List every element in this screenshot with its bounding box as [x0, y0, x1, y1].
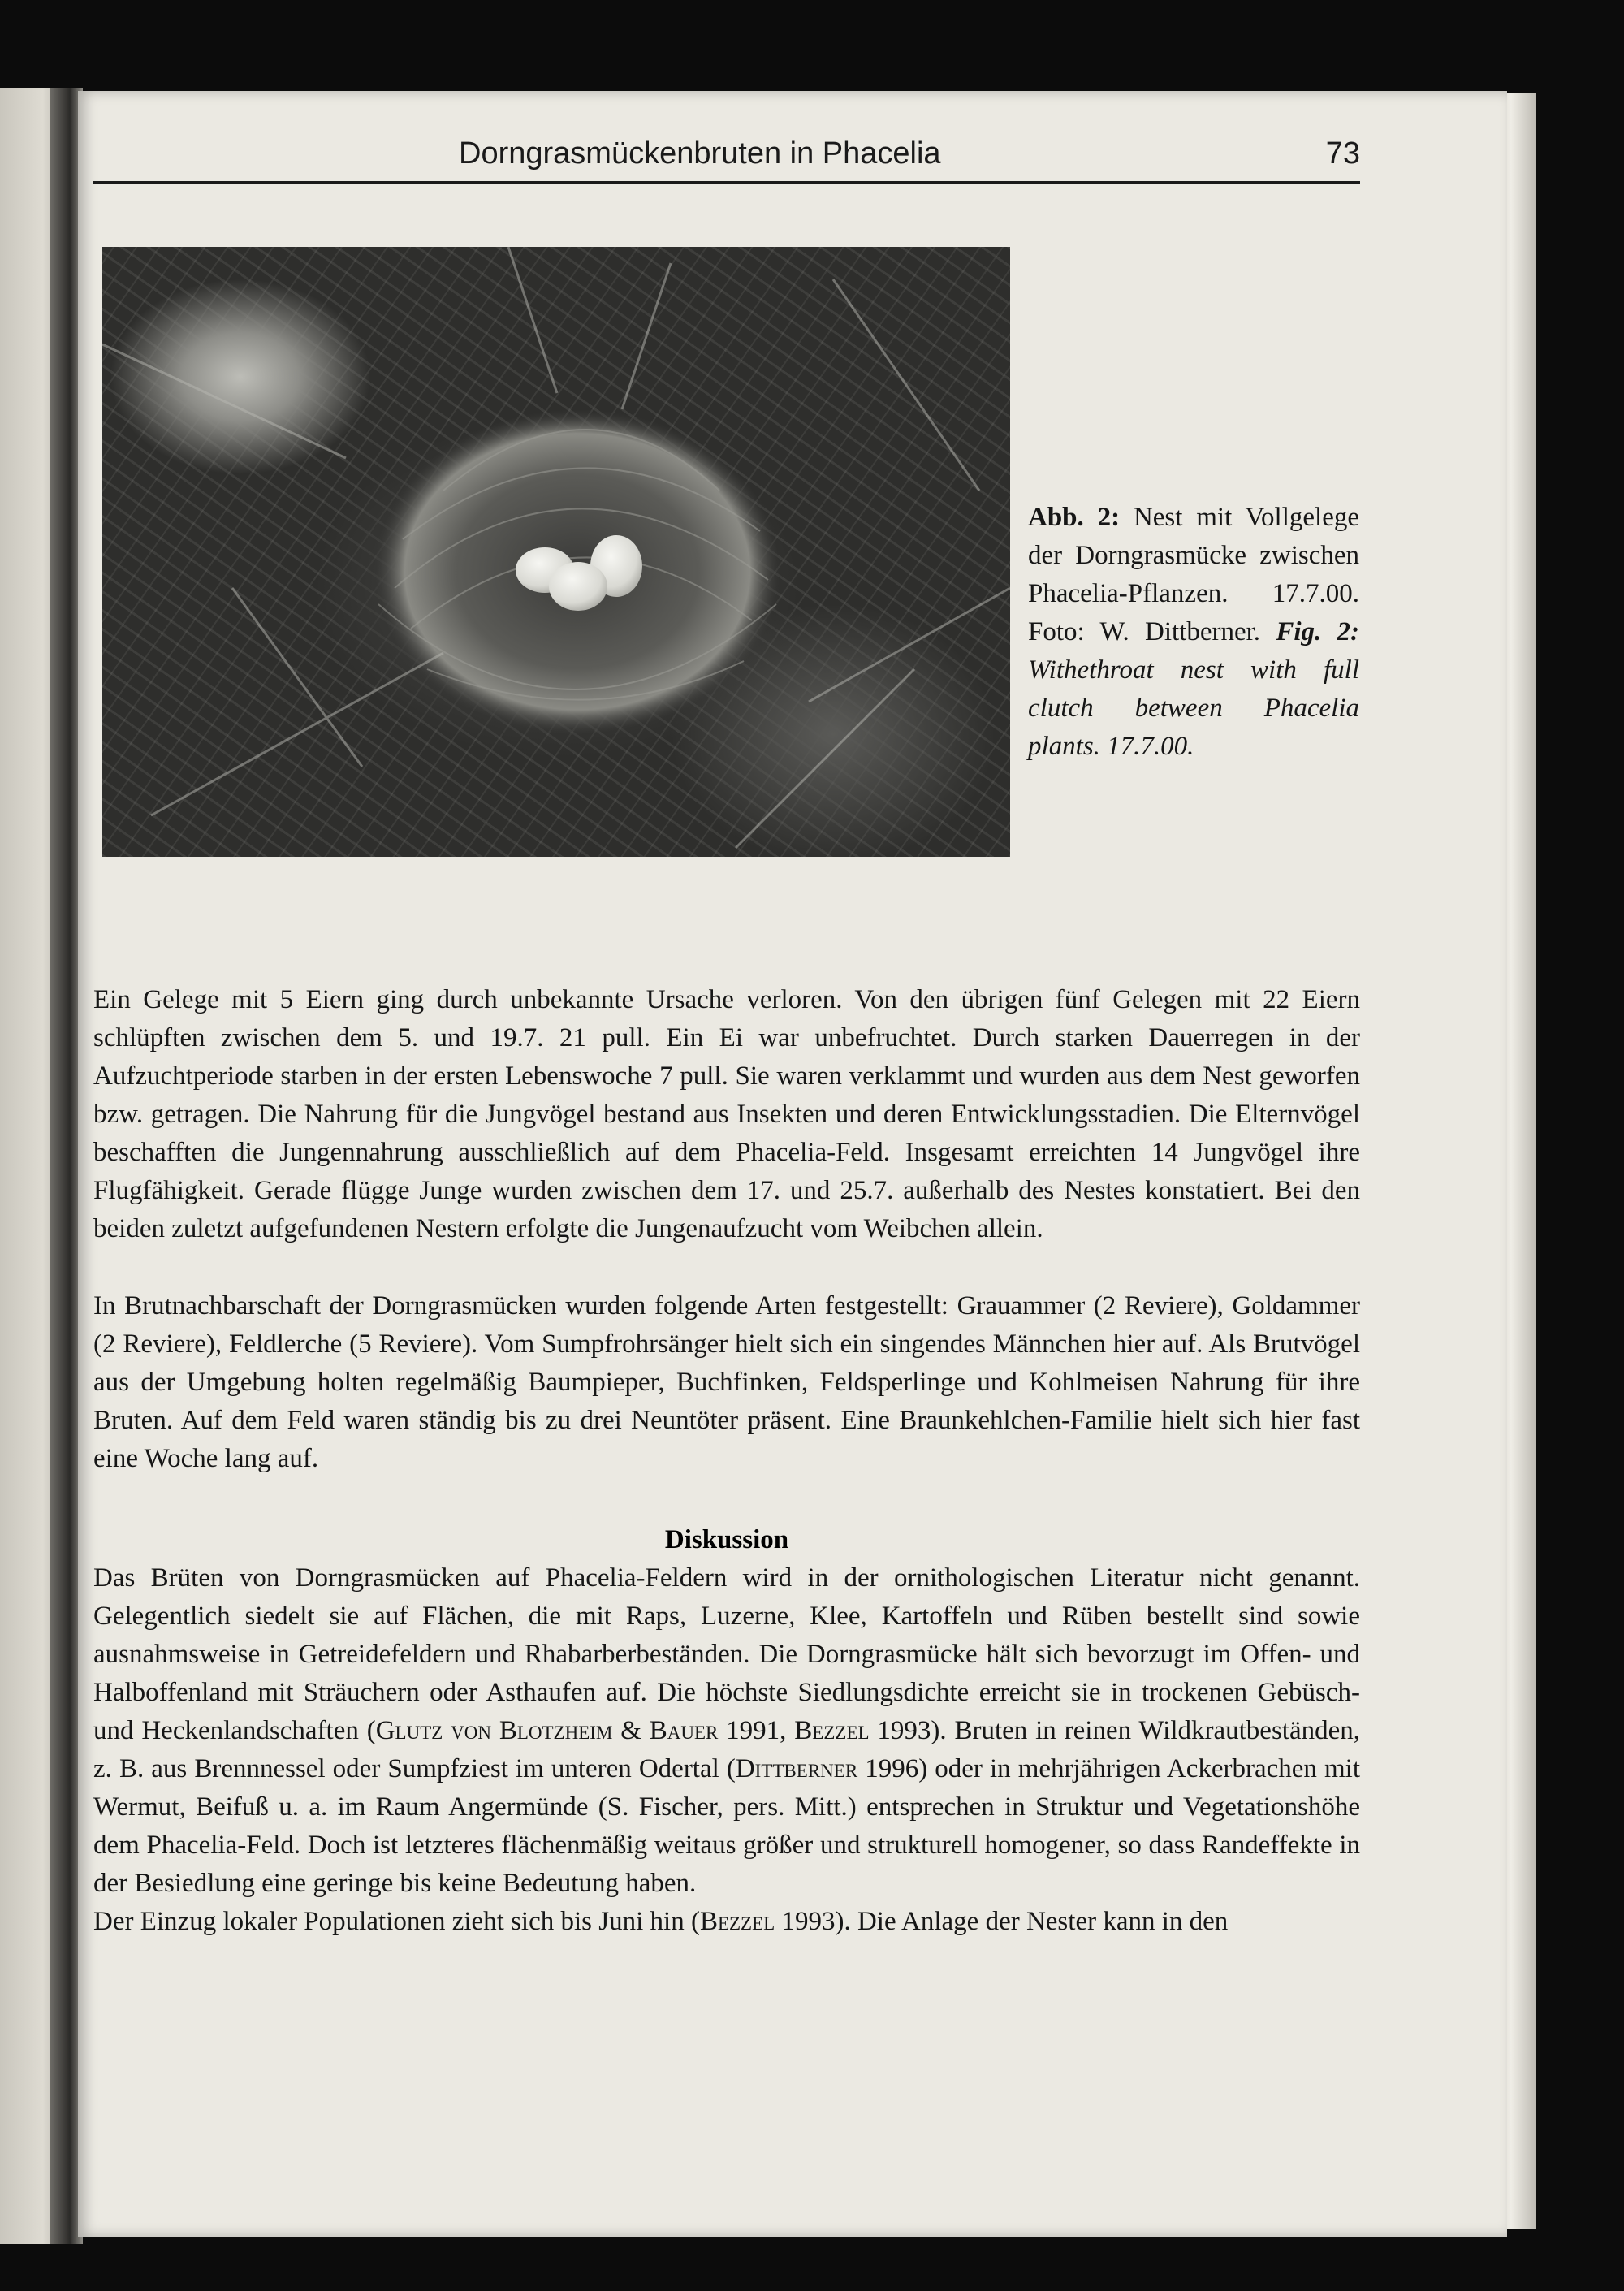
citation-glutz: Glutz von Blotzheim & Bauer — [375, 1716, 719, 1745]
caption-text-de: Nest mit Vollgelege der Dorngrasmücke zwischen Phacelia-Pflanzen. 17.7.00. Foto: W. Dittberner. — [1028, 503, 1360, 646]
running-head — [93, 130, 1360, 187]
paragraph-4-part-a: Der Einzug lokaler Populationen zieht sich bis Juni hin ( — [93, 1907, 700, 1936]
body-paragraph-2 — [93, 1287, 1360, 1478]
paragraph-3-part-d: 1996) oder in mehrjährigen Ackerbrachen mit Wermut, Beifuß u. a. im Raum Angermünde (S. Fischer, pers. Mitt.) entsprechen in Struktur und Vegetationshöhe dem Phacelia-Feld. Doch ist letzteres flächenmäßig weitaus größer und strukturell homogener, so dass Randeffekte in der Besiedlung eine geringe bis keine Bedeutung haben. — [93, 1754, 1360, 1898]
figure-caption — [1028, 499, 1359, 766]
nest-photo-drawing — [102, 247, 1010, 857]
paragraph-4 — [93, 1903, 1360, 1941]
body-paragraph-1 — [93, 981, 1360, 1248]
nest-photo — [102, 247, 1010, 857]
paragraph-1: Ein Gelege mit 5 Eiern ging durch unbekannte Ursache verloren. Von den übrigen fünf Gelegen mit 22 Eiern schlüpften zwischen dem 5. und 19.7. 21 pull. Ein Ei war unbefruchtet. Durch starken Dauerregen in der Aufzuchtperiode starben in der ersten Lebenswoche 7 pull. Sie waren verklammt und wurden aus dem Nest geworfen bzw. getragen. Die Nahrung für die Jungvögel bestand aus Insekten und deren Entwicklungsstadien. Die Elternvögel beschafften die Jungennahrung ausschließlich auf dem Phacelia-Feld. Insgesamt erreichten 14 Jungvögel ihre Flugfähigkeit. Gerade flügge Junge wurden zwischen dem 17. und 25.7. außerhalb des Nestes konstatiert. Bei den beiden zuletzt aufgefundenen Nestern erfolgte die Jungenaufzucht vom Weibchen allein. — [93, 985, 1360, 1243]
paragraph-3-part-a: Das Brüten von Dorngrasmücken auf Phacelia-Feldern wird in der ornithologischen Literatur nicht genannt. Gelegentlich siedelt sie auf Flächen, die mit Raps, Luzerne, Klee, Kartoffeln und Rüben bestellt sind sowie ausnahmsweise in Getreidefeldern und Rhabarberbeständen. Die Dorngrasmücke hält sich bevorzugt im Offen- und Halboffenland mit Sträuchern oder Asthaufen auf. Die höchste Siedlungsdichte erreicht sie in trockenen Gebüsch- und Heckenlandschaften ( — [93, 1563, 1360, 1745]
caption-label-de: Abb. 2: — [1028, 503, 1121, 532]
citation-dittberner: Dittberner — [735, 1754, 858, 1783]
paragraph-3 — [93, 1559, 1360, 1903]
running-head-title: Dorngrasmückenbruten in Phacelia — [459, 136, 941, 171]
paragraph-3-part-b: 1991, — [718, 1716, 795, 1745]
caption-text-en: Withethroat nest with full clutch between Phacelia plants. 17.7.00. — [1028, 655, 1359, 761]
header-rule — [93, 181, 1360, 184]
paragraph-2: In Brutnachbarschaft der Dorngrasmücken wurden folgende Arten festgestellt: Grauammer (2 Reviere), Goldammer (2 Reviere), Feldlerche (5 Reviere). Vom Sumpfrohrsänger hielt sich ein singendes Männchen hier auf. Als Brutvögel aus der Umgebung holten regelmäßig Baumpieper, Buchfinken, Feldsperlinge und Kohlmeisen Nahrung für ihre Bruten. Auf dem Feld waren ständig bis zu drei Neuntöter präsent. Eine Braunkehlchen-Familie hielt sich hier fast eine Woche lang auf. — [93, 1291, 1360, 1473]
body-paragraph-3 — [93, 1559, 1360, 1941]
paragraph-4-part-b: 1993). Die Anlage der Nester kann in den — [775, 1907, 1229, 1936]
paragraph-3-part-c: 1993). Bruten in reinen Wildkrautbeständen, z. B. aus Brennnessel oder Sumpfziest im unteren Odertal ( — [93, 1716, 1361, 1783]
caption-label-en: Fig. 2: — [1276, 617, 1360, 646]
citation-bezzel: Bezzel — [794, 1716, 870, 1745]
section-heading: Diskussion — [664, 1525, 789, 1554]
citation-bezzel-2: Bezzel — [699, 1907, 775, 1936]
page-number: 73 — [1325, 136, 1360, 171]
